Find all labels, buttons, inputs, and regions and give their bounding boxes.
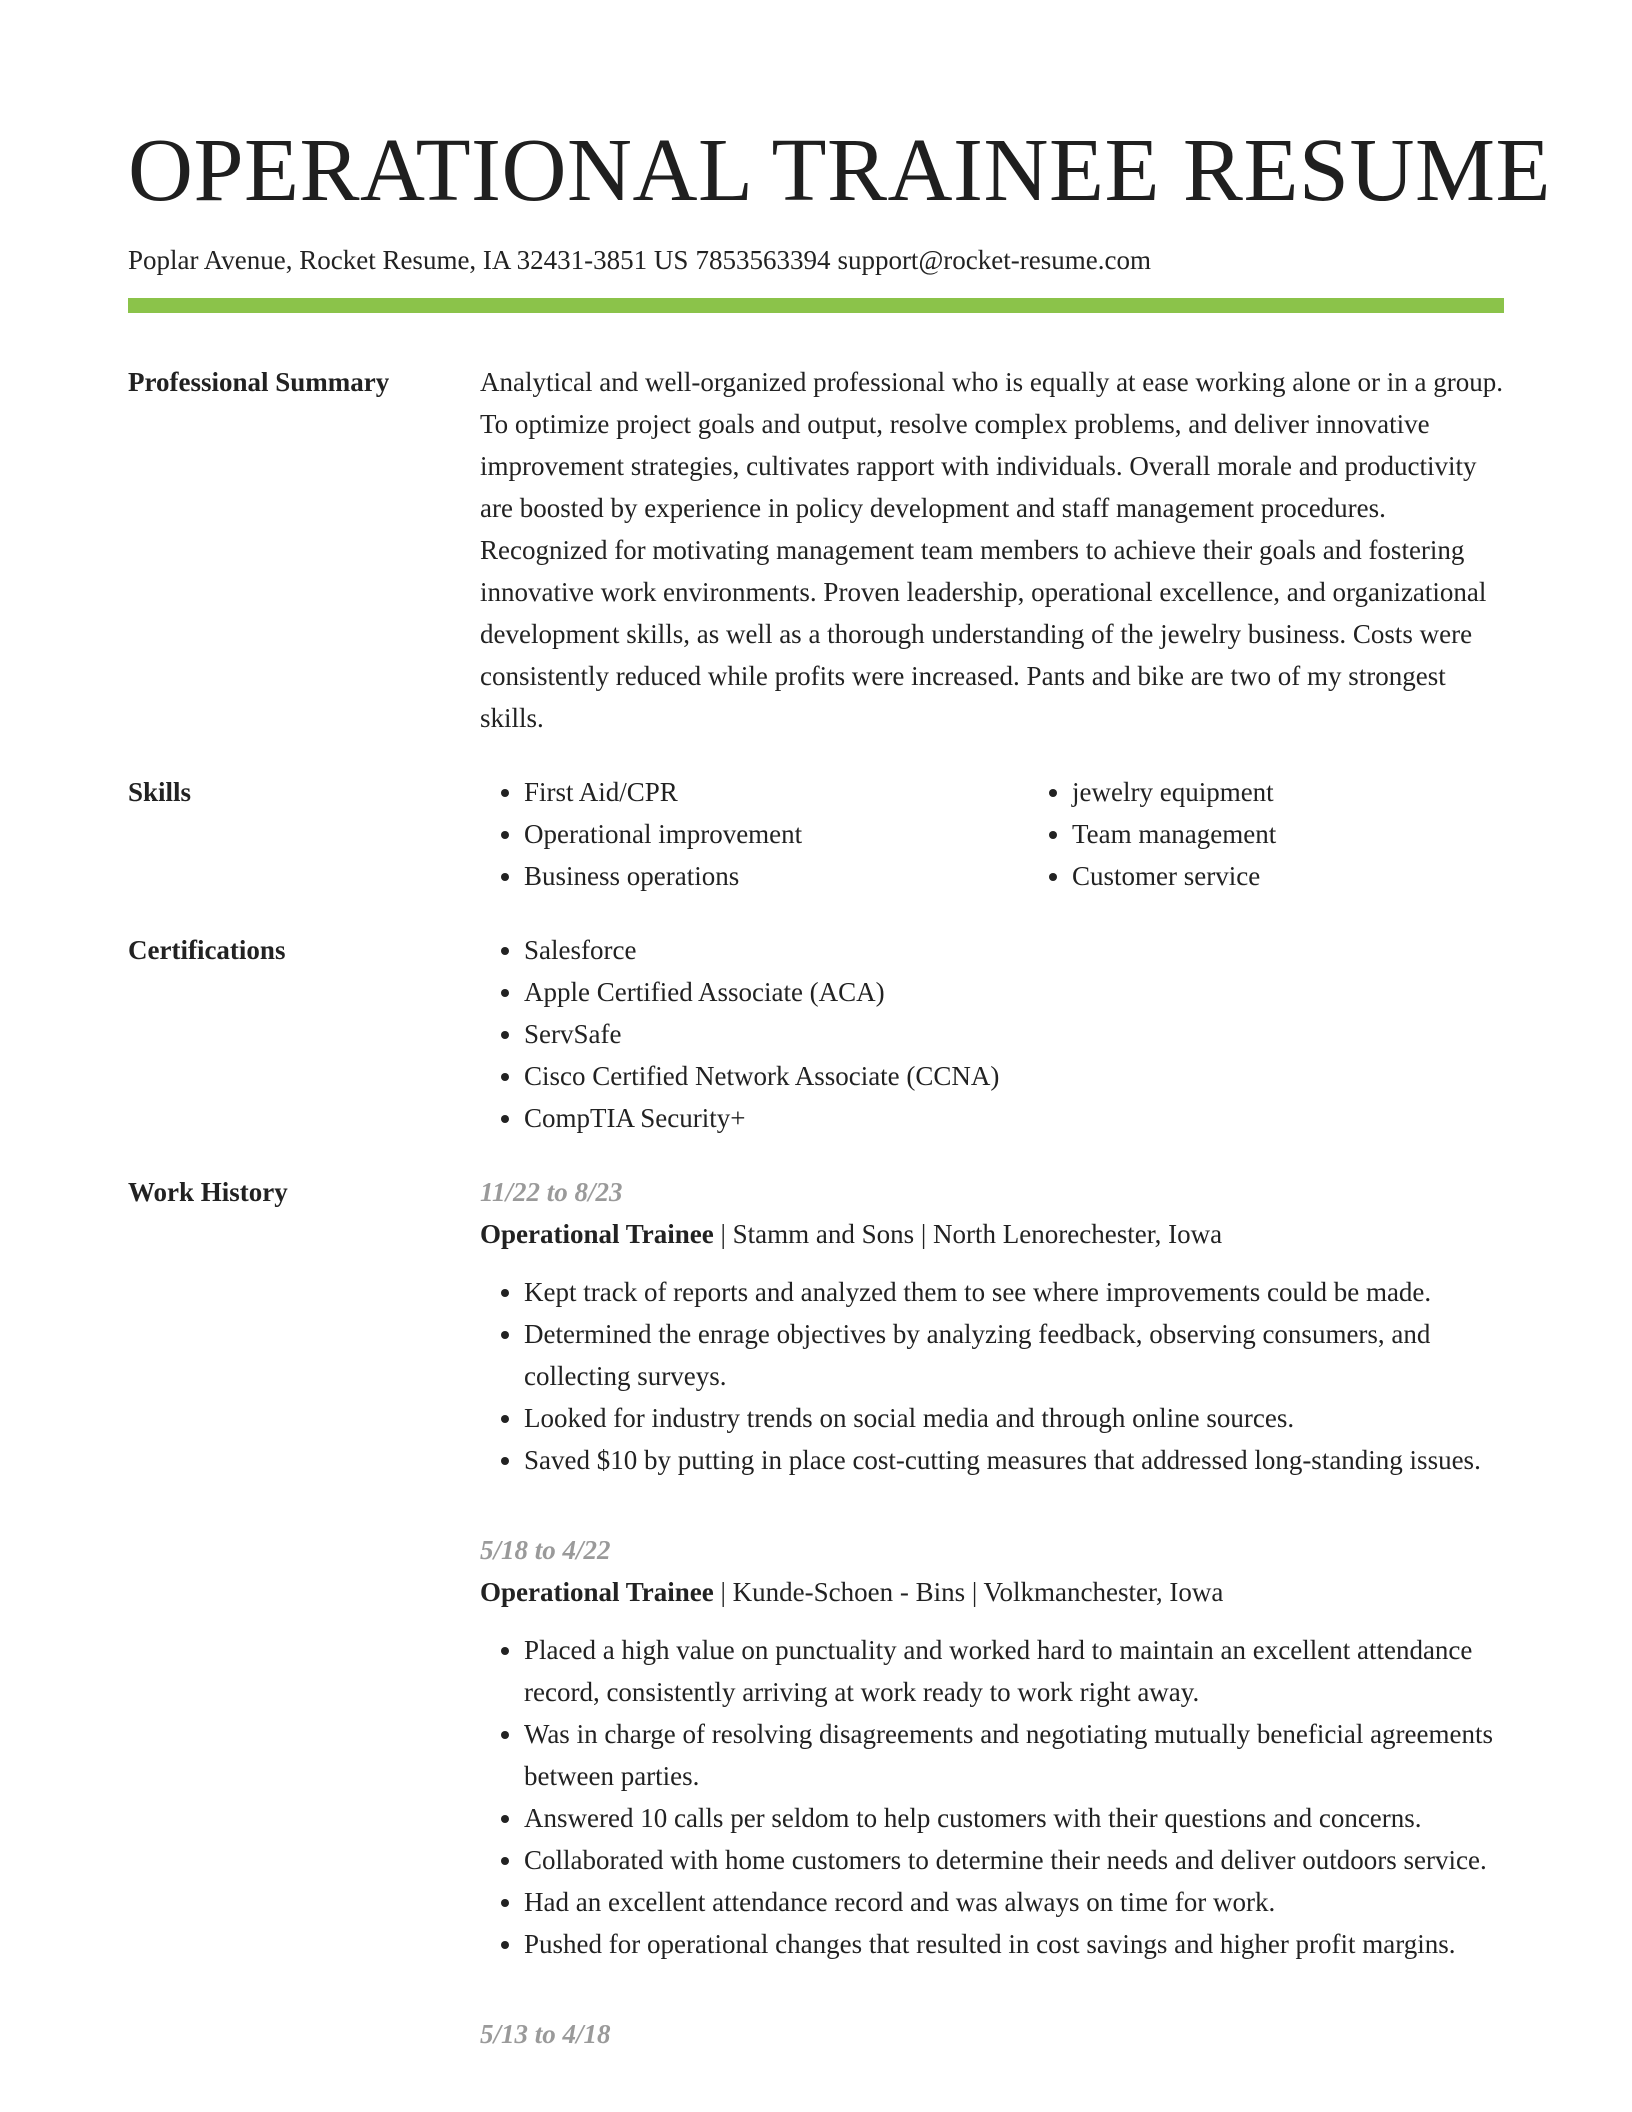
skill-item: • Customer service	[1072, 855, 1576, 897]
resume-page	[128, 0, 1551, 2103]
work-history-heading: Work History	[128, 1177, 288, 1207]
job-title: Operational Trainee	[480, 1577, 714, 1607]
summary-heading: Professional Summary	[128, 367, 390, 397]
job-bullet: • Saved $10 by putting in place cost-cutting measures that addressed long-standing issues.	[524, 1439, 1504, 1481]
job-dates: 11/22 to 8/23	[480, 1177, 623, 1207]
certification-item: • CompTIA Security+	[524, 1097, 1504, 1139]
job-bullet: • Collaborated with home customers to determine their needs and deliver outdoors service.	[524, 1839, 1504, 1881]
contact-line	[128, 242, 1504, 278]
header-divider	[128, 298, 1504, 313]
job-bullet: • Placed a high value on punctuality and worked hard to maintain an excellent attendance record, consistently arriving at work ready to work right away.	[524, 1629, 1504, 1713]
skills-list-left	[480, 771, 1028, 897]
certification-item: • ServSafe	[524, 1013, 1504, 1055]
contact-address: Poplar Avenue, Rocket Resume, IA 32431-3851 US	[128, 245, 689, 275]
skills-heading: Skills	[128, 777, 192, 807]
contact-phone: 7853563394	[695, 245, 831, 275]
skill-item: • Team management	[1072, 813, 1576, 855]
skills-section	[128, 771, 1504, 897]
certification-item: • Apple Certified Associate (ACA)	[524, 971, 1504, 1013]
summary-section	[128, 361, 1504, 739]
certification-item: • Cisco Certified Network Associate (CCNA)	[524, 1055, 1504, 1097]
job-entry	[480, 2013, 1504, 2055]
job-details: | Kunde-Schoen - Bins | Volkmanchester, Iowa	[713, 1577, 1224, 1607]
job-entry	[480, 1171, 1504, 1481]
job-bullet: • Was in charge of resolving disagreements and negotiating mutually beneficial agreements between parties.	[524, 1713, 1504, 1797]
job-bullet: • Answered 10 calls per seldom to help customers with their questions and concerns.	[524, 1797, 1504, 1839]
job-title: Operational Trainee	[480, 1219, 714, 1249]
skill-item: • First Aid/CPR	[524, 771, 1028, 813]
job-entry	[480, 1529, 1504, 1965]
summary-text: Analytical and well-organized professional who is equally at ease working alone or in a group. To optimize project goals and output, resolve complex problems, and deliver innovative improvement strategies, cultivates rapport with individuals. Overall morale and productivity are boosted by experience in policy development and staff management procedures. Recognized for motivating management team members to achieve their goals and fostering innovative work environments. Proven leadership, operational excellence, and organizational development skills, as well as a thorough understanding of the jewelry business. Costs were consistently reduced while profits were increased. Pants and bike are two of my strongest skills.	[480, 367, 1503, 733]
job-heading	[480, 1213, 1504, 1255]
work-history-section	[128, 1171, 1504, 2103]
job-bullet: • Looked for industry trends on social media and through online sources.	[524, 1397, 1504, 1439]
job-bullets	[480, 1271, 1504, 1481]
contact-email: support@rocket-resume.com	[837, 245, 1151, 275]
certifications-section	[128, 929, 1504, 1139]
certifications-heading: Certifications	[128, 935, 286, 965]
job-bullet: • Had an excellent attendance record and was always on time for work.	[524, 1881, 1504, 1923]
certification-item: • Salesforce	[524, 929, 1504, 971]
job-dates: 5/18 to 4/22	[480, 1535, 611, 1565]
resume-title: OPERATIONAL TRAINEE RESUME	[128, 121, 1551, 220]
job-dates: 5/13 to 4/18	[480, 2019, 611, 2049]
job-details: | Stamm and Sons | North Lenorechester, Iowa	[713, 1219, 1223, 1249]
job-bullets	[480, 1629, 1504, 1965]
job-heading	[480, 1571, 1504, 1613]
job-bullet: • Pushed for operational changes that resulted in cost savings and higher profit margins.	[524, 1923, 1504, 1965]
skill-item: • Business operations	[524, 855, 1028, 897]
job-bullet: • Kept track of reports and analyzed them to see where improvements could be made.	[524, 1271, 1504, 1313]
skill-item: • jewelry equipment	[1072, 771, 1576, 813]
skill-item: • Operational improvement	[524, 813, 1028, 855]
skills-list-right	[1028, 771, 1576, 897]
job-bullet: • Determined the enrage objectives by analyzing feedback, observing consumers, and collecting surveys.	[524, 1313, 1504, 1397]
certifications-list	[480, 929, 1504, 1139]
